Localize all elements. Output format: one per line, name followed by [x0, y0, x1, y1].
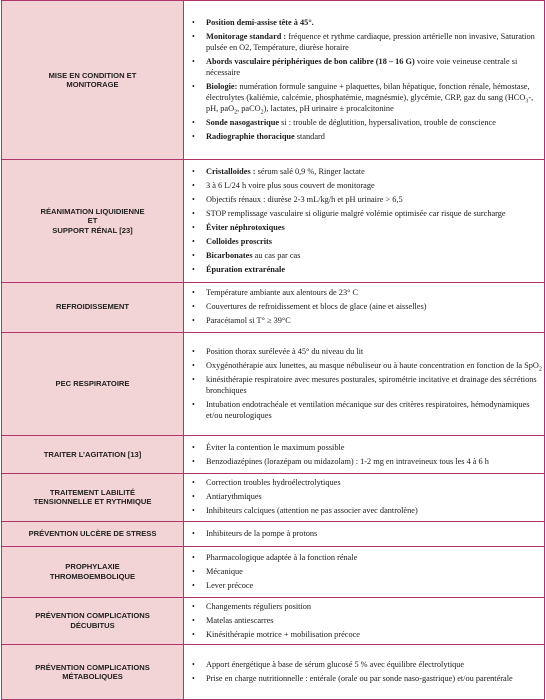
list-item [184, 580, 544, 591]
table-row [2, 160, 545, 282]
list-item [184, 505, 544, 516]
category-content [184, 474, 545, 522]
item-bold-text: Radiographie thoracique [206, 132, 295, 142]
list-item [184, 287, 544, 298]
category-label [2, 474, 184, 522]
category-label-line: PROPHYLAXIE [65, 562, 120, 572]
table-row [2, 645, 545, 700]
category-label-line: TRAITEMENT LABILITÉ [49, 487, 136, 497]
category-label-line: RÉANIMATION LIQUIDIENNE [40, 206, 145, 216]
table-row [2, 282, 545, 332]
list-item [184, 346, 544, 357]
category-label-line: REFROIDISSEMENT [56, 302, 129, 312]
item-bold-text: Abords vasculaire périphériques de bon calibre (18 – 16 G) [206, 57, 415, 67]
list-item [184, 222, 544, 233]
category-label-line: PRÉVENTION COMPLICATIONS [35, 611, 150, 621]
bullet-list [184, 659, 544, 684]
item-subscript: 2 [234, 109, 238, 116]
table-body [2, 1, 545, 700]
item-bold-text: Sonde nasogastrique [206, 118, 280, 128]
item-text: Position thorax surélevée à 45° du niveau du lit [206, 346, 364, 356]
list-item [184, 301, 544, 312]
list-item [184, 456, 544, 467]
list-item [184, 528, 544, 539]
category-label [2, 597, 184, 645]
list-item [184, 374, 544, 396]
item-text: Benzodiazépines (lorazépam ou midazolam) : 1-2 mg en intraveineux tous les 4 à 6 h [206, 456, 489, 466]
list-item [184, 31, 544, 53]
table-row [2, 521, 545, 546]
item-bold-text: Biologie: [206, 82, 238, 92]
list-item [184, 566, 544, 577]
list-item [184, 629, 544, 640]
list-item [184, 166, 544, 177]
list-item [184, 264, 544, 275]
item-text: Paracétamol si T° ≥ 39°C [206, 316, 291, 326]
bullet-list [184, 166, 544, 275]
item-text: -, pH, paO [206, 93, 534, 114]
category-label [2, 160, 184, 282]
category-label-line: PRÉVENTION COMPLICATIONS [35, 662, 150, 672]
list-item [184, 442, 544, 453]
category-content [184, 521, 545, 546]
item-text: Pharmacologique adaptée à la fonction rénale [206, 552, 358, 562]
item-text: Inhibiteurs calciques (attention ne pas associer avec dantrolène) [206, 506, 418, 516]
item-text: Apport énergétique à base de sérum glucosé 5 % avec équilibre électrolytique [206, 660, 465, 669]
category-content [184, 645, 545, 700]
item-text: Éviter la contention le maximum possible [206, 442, 345, 452]
list-item [184, 208, 544, 219]
item-text: voire voie veineuse centrale si nécessaire [206, 57, 518, 78]
item-bold-text: Épuration extrarénale [206, 265, 286, 275]
item-text: si : trouble de déglutition, hypersalivation, trouble de conscience [279, 118, 496, 128]
list-item [184, 615, 544, 626]
list-item [184, 673, 544, 684]
category-label-line: ET [87, 216, 98, 226]
category-label [2, 1, 184, 160]
item-text: , paCO [237, 104, 261, 114]
category-label-line: THROMBOEMBOLIQUE [49, 571, 136, 581]
category-label [2, 521, 184, 546]
bullet-list [184, 442, 544, 467]
table-row [2, 1, 545, 160]
treatment-table [1, 0, 545, 700]
item-text: 3 à 6 L/24 h voire plus sous couvert de monitorage [206, 181, 375, 191]
category-label-line: PRÉVENTION ULCÈRE DE STRESS [28, 528, 157, 538]
bullet-list [184, 477, 544, 516]
item-text: Kinésithérapie motrice + mobilisation précoce [206, 629, 360, 639]
bullet-list [184, 346, 544, 421]
category-content [184, 160, 545, 282]
bullet-list [184, 601, 544, 640]
category-label-line: TENSIONNELLE ET RYTHMIQUE [33, 497, 152, 507]
list-item [184, 250, 544, 261]
list-item [184, 659, 544, 670]
category-label [2, 282, 184, 332]
category-label-line: TRAITER L’AGITATION [13] [43, 449, 142, 459]
item-bold-text: Cristalloïdes : [206, 167, 256, 177]
item-bold-text: Monitorage standard : [206, 32, 287, 42]
category-label-line: PEC RESPIRATOIRE [55, 379, 130, 389]
item-text: Couvertures de refroidissement et blocs de glace (aine et aisselles) [206, 302, 427, 312]
list-item [184, 117, 544, 128]
item-bold-text: Éviter néphrotoxiques [206, 223, 285, 233]
item-text: Objectifs rénaux : diurèse 2-3 mL/kg/h et pH urinaire > 6,5 [206, 195, 403, 205]
item-text: Inhibiteurs de la pompe à protons [206, 528, 318, 538]
item-subscript: 3 [525, 98, 529, 105]
category-content [184, 282, 545, 332]
category-content [184, 436, 545, 474]
list-item [184, 56, 544, 78]
item-subscript: 2 [538, 366, 542, 373]
category-content [184, 597, 545, 645]
item-bold-text: Position demi-assise tête à 45°. [206, 18, 314, 28]
list-item [184, 180, 544, 191]
list-item [184, 17, 544, 28]
category-label [2, 332, 184, 435]
table-row [2, 597, 545, 645]
category-content [184, 332, 545, 435]
list-item [184, 236, 544, 247]
bullet-list [184, 287, 544, 326]
item-text: STOP remplissage vasculaire si oligurie malgré volémie optimisée car risque de surcharge [206, 209, 506, 219]
item-text: Mécanique [206, 566, 243, 576]
category-label-line: SUPPORT RÉNAL [23] [52, 225, 133, 235]
item-text: Intubation endotrachéale et ventilation mécanique sur des critères respiratoires, hémodynamiques et/ou neurologiques [206, 399, 530, 420]
list-item [184, 81, 544, 114]
item-text: Correction troubles hydroélectrolytiques [206, 478, 341, 488]
list-item [184, 491, 544, 502]
item-text: ), lactates, pH urinaire ± procalcitonine [263, 104, 394, 114]
category-label [2, 546, 184, 597]
category-label-line: MONITORAGE [66, 80, 119, 90]
item-text: Changements réguliers position [206, 601, 312, 611]
item-text: numération formule sanguine + plaquettes, bilan hépatique, fonction rénale, hémostase, électrolytes (kaliémie, calcémie, phosphatémie, magnésmie), glycémie, CRP, gaz du sang (HCO [206, 82, 530, 103]
category-content [184, 546, 545, 597]
list-item [184, 131, 544, 142]
category-content [184, 1, 545, 160]
item-bold-text: Bicarbonates [206, 251, 253, 261]
list-item [184, 315, 544, 326]
item-text: sérum salé 0,9 %, Ringer lactate [255, 167, 365, 177]
category-label-line: MÉTABOLIQUES [62, 672, 123, 681]
item-text: Lever précoce [206, 580, 254, 590]
item-text: Oxygénothérapie aux lunettes, au masque nébuliseur ou à haute concentration en fonction de la SpO [206, 360, 539, 370]
list-item [184, 399, 544, 421]
item-text: Prise en charge nutritionnelle : entérale (orale ou par sonde naso-gastrique) et/ou parentérale [206, 674, 513, 683]
item-text: fréquence et rythme cardiaque, pression artérielle non invasive, Saturation pulsée en O2, Température, diurèse horaire [206, 32, 535, 53]
item-text: Matelas antiescarres [206, 615, 274, 625]
list-item [184, 360, 544, 371]
list-item [184, 477, 544, 488]
bullet-list [184, 528, 544, 539]
table-row [2, 546, 545, 597]
item-text: Antiarythmiques [206, 492, 262, 502]
list-item [184, 194, 544, 205]
category-label-line: DÉCUBITUS [70, 620, 115, 630]
bullet-list [184, 552, 544, 591]
item-text: au cas par cas [252, 251, 301, 261]
item-text: kinésithérapie respiratoire avec mesures posturales, spirométrie incitative et drainage des sécrétions bronchiques [206, 374, 537, 395]
item-text: standard [294, 132, 325, 142]
item-bold-text: Colloïdes proscrits [206, 237, 272, 247]
category-label-line: MISE EN CONDITION ET [48, 70, 137, 80]
list-item [184, 601, 544, 612]
list-item [184, 552, 544, 563]
bullet-list [184, 17, 544, 142]
table-row [2, 332, 545, 435]
item-subscript: 2 [260, 109, 264, 116]
category-label [2, 645, 184, 700]
table-row [2, 474, 545, 522]
item-text: Température ambiante aux alentours de 23° C [206, 288, 359, 298]
table-row [2, 436, 545, 474]
category-label [2, 436, 184, 474]
